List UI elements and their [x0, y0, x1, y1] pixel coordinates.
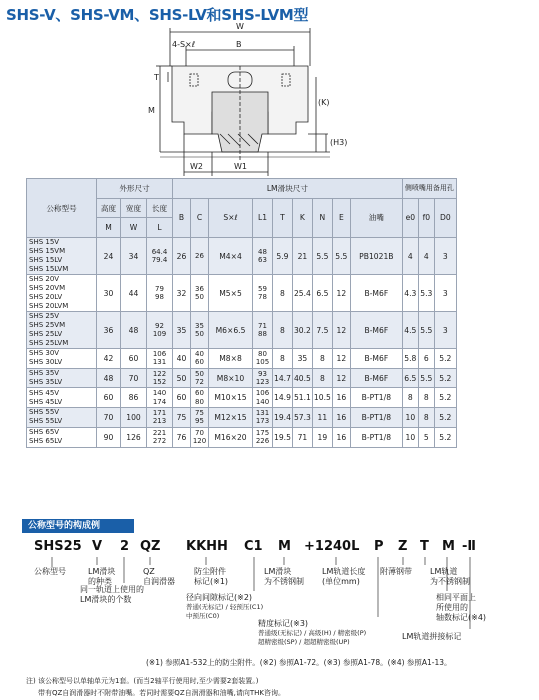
cell-k: 30.2 — [292, 312, 312, 349]
cell-w: 34 — [121, 238, 147, 275]
cell-m: 30 — [97, 275, 121, 312]
cell-model: SHS 55V SHS 55LV — [27, 408, 97, 428]
dim-s-l: 4-S×ℓ — [172, 40, 196, 49]
cell-e: 12 — [332, 275, 350, 312]
cell-b: 76 — [173, 427, 191, 447]
cell-t: 8 — [273, 349, 293, 369]
sym-d0: D0 — [434, 198, 456, 237]
cell-n: 8 — [312, 349, 332, 369]
label-dust-plate: 附薄钢带 — [380, 567, 412, 576]
cell-k: 51.1 — [292, 388, 312, 408]
cell-l1: 80 105 — [253, 349, 273, 369]
cell-d0: 5.2 — [434, 427, 456, 447]
label-clearance: 径向间隙标记(※2) — [186, 593, 253, 602]
cell-t: 19.5 — [273, 427, 293, 447]
cell-k: 57.3 — [292, 408, 312, 428]
cell-l: 106 131 — [147, 349, 173, 369]
cell-b: 40 — [173, 349, 191, 369]
cell-nipple: B-PT1/8 — [350, 388, 402, 408]
label-model: 公称型号 — [34, 567, 66, 576]
cell-m: 90 — [97, 427, 121, 447]
code-part-shs25: SHS25 — [34, 539, 82, 554]
sym-n: N — [312, 198, 332, 237]
page-title: SHS-V、SHS-VM、SHS-LV和SHS-LVM型 — [6, 6, 309, 24]
dim-t: T — [154, 73, 159, 82]
code-part-m2: M — [442, 539, 455, 554]
cell-m: 36 — [97, 312, 121, 349]
cell-n: 19 — [312, 427, 332, 447]
header-side: 侧喷嘴用备用孔 — [402, 179, 456, 199]
cell-w: 44 — [121, 275, 147, 312]
label-qz: QZ 自润滑器 — [143, 567, 175, 586]
cell-l1: 48 63 — [253, 238, 273, 275]
cell-s: M8×10 — [209, 368, 253, 388]
code-part-z: Z — [398, 539, 408, 554]
cell-l1: 71 88 — [253, 312, 273, 349]
cell-m: 48 — [97, 368, 121, 388]
cell-e0: 4.5 — [402, 312, 418, 349]
code-part-v: V — [92, 539, 103, 554]
cell-s: M6×6.5 — [209, 312, 253, 349]
cell-w: 86 — [121, 388, 147, 408]
cell-d0: 3 — [434, 238, 456, 275]
reference-notes: (※1) 参照A1-532上的防尘附件。(※2) 参照A1-72。(※3) 参照A1-78。(※4) 参照A1-13。 — [146, 658, 452, 667]
code-part-length: +1240L — [304, 539, 360, 554]
cell-b: 26 — [173, 238, 191, 275]
code-part-p: P — [374, 539, 384, 554]
cell-k: 40.5 — [292, 368, 312, 388]
cell-k: 25.4 — [292, 275, 312, 312]
cell-nipple: B-PT1/8 — [350, 408, 402, 428]
cell-f0: 5.5 — [418, 368, 434, 388]
dim-w: W — [236, 22, 244, 31]
dim-m: M — [148, 106, 155, 115]
cell-model: SHS 20V SHS 20VM SHS 20LV SHS 20LVM — [27, 275, 97, 312]
cell-l: 171 213 — [147, 408, 173, 428]
cell-l: 140 174 — [147, 388, 173, 408]
cell-b: 35 — [173, 312, 191, 349]
cell-t: 19.4 — [273, 408, 293, 428]
table-row — [27, 238, 457, 275]
label-clearance-detail: 普通(无标记) / 轻预压(C1) 中预压(C0) — [186, 603, 264, 620]
header-outer: 外形尺寸 — [97, 179, 173, 199]
label-rail-ss: LM轨道 为不锈钢制 — [430, 567, 470, 586]
cell-e0: 5.8 — [402, 349, 418, 369]
cell-e0: 10 — [402, 408, 418, 428]
cell-e0: 4.3 — [402, 275, 418, 312]
table-row — [27, 427, 457, 447]
cell-f0: 5.5 — [418, 312, 434, 349]
cell-n: 7.5 — [312, 312, 332, 349]
cell-d0: 5.2 — [434, 349, 456, 369]
sym-l1: L1 — [253, 198, 273, 237]
cell-t: 14.7 — [273, 368, 293, 388]
cell-n: 6.5 — [312, 275, 332, 312]
cell-c: 50 72 — [191, 368, 209, 388]
cell-n: 11 — [312, 408, 332, 428]
sym-w: W — [121, 218, 147, 238]
cell-l1: 106 140 — [253, 388, 273, 408]
cell-c: 35 50 — [191, 312, 209, 349]
cell-f0: 8 — [418, 408, 434, 428]
cell-t: 5.9 — [273, 238, 293, 275]
cell-w: 126 — [121, 427, 147, 447]
cell-l: 92 109 — [147, 312, 173, 349]
cell-b: 32 — [173, 275, 191, 312]
cell-c: 26 — [191, 238, 209, 275]
sym-l: L — [147, 218, 173, 238]
cell-nipple: B-M6F — [350, 312, 402, 349]
cell-l: 122 152 — [147, 368, 173, 388]
cell-d0: 5.2 — [434, 408, 456, 428]
cell-model: SHS 45V SHS 45LV — [27, 388, 97, 408]
cell-k: 71 — [292, 427, 312, 447]
code-part-m: M — [278, 539, 291, 554]
cell-c: 70 120 — [191, 427, 209, 447]
label-count: 同一轨道上使用的 LM滑块的个数 — [80, 585, 144, 604]
cell-e: 12 — [332, 368, 350, 388]
table-row — [27, 388, 457, 408]
cell-l: 221 272 — [147, 427, 173, 447]
sym-k: K — [292, 198, 312, 237]
cell-model: SHS 35V SHS 35LV — [27, 368, 97, 388]
cell-f0: 6 — [418, 349, 434, 369]
cell-s: M16×20 — [209, 427, 253, 447]
cell-l1: 59 78 — [253, 275, 273, 312]
code-part-qz: QZ — [140, 539, 161, 554]
cell-l: 64.4 79.4 — [147, 238, 173, 275]
table-row — [27, 368, 457, 388]
sym-t: T — [273, 198, 293, 237]
dim-w2: W2 — [190, 162, 203, 171]
cell-c: 60 80 — [191, 388, 209, 408]
label-block-type: LM滑块 的种类 — [88, 567, 116, 586]
footnote-1: 注) 该公称型号以单轴单元为1套。(而当2轴平行使用时,至少需要2套装置。) — [26, 677, 259, 685]
label-accuracy-detail: 普通级(无标记) / 高级(H) / 精密级(P) 超精密级(SP) / 超超精密级(UP) — [258, 629, 367, 646]
cell-c: 36 50 — [191, 275, 209, 312]
cell-d0: 5.2 — [434, 368, 456, 388]
cell-model: SHS 25V SHS 25VM SHS 25LV SHS 25LVM — [27, 312, 97, 349]
header-block: LM滑块尺寸 — [173, 179, 403, 199]
cell-l1: 175 226 — [253, 427, 273, 447]
label-accuracy: 精度标记(※3) — [258, 619, 309, 628]
cell-f0: 4 — [418, 238, 434, 275]
code-part-kkhh: KKHH — [186, 539, 228, 554]
sym-f0: f0 — [418, 198, 434, 237]
sym-m: M — [97, 218, 121, 238]
cell-d0: 5.2 — [434, 388, 456, 408]
cell-s: M4×4 — [209, 238, 253, 275]
cell-l1: 131 173 — [253, 408, 273, 428]
cell-c: 40 60 — [191, 349, 209, 369]
cell-t: 8 — [273, 312, 293, 349]
code-section-title: 公称型号的构成例 — [22, 519, 134, 533]
cell-nipple: B-PT1/8 — [350, 427, 402, 447]
header-width: 宽度 — [121, 198, 147, 218]
dim-b: B — [236, 40, 242, 49]
cell-e: 16 — [332, 427, 350, 447]
code-part-joint: -Ⅱ — [462, 539, 476, 554]
cell-t: 14.9 — [273, 388, 293, 408]
sym-s: S×ℓ — [209, 198, 253, 237]
dim-h3: (H3) — [330, 138, 348, 147]
cell-n: 5.5 — [312, 238, 332, 275]
cell-d0: 3 — [434, 312, 456, 349]
table-row — [27, 349, 457, 369]
sym-b: B — [173, 198, 191, 237]
cell-w: 70 — [121, 368, 147, 388]
label-axis: 相同平面上 所使用的 轴数标记(※4) — [436, 593, 487, 622]
cell-nipple: PB1021B — [350, 238, 402, 275]
sym-e: E — [332, 198, 350, 237]
cell-m: 70 — [97, 408, 121, 428]
cell-s: M5×5 — [209, 275, 253, 312]
cell-l1: 93 123 — [253, 368, 273, 388]
cell-e: 5.5 — [332, 238, 350, 275]
cell-f0: 5 — [418, 427, 434, 447]
cell-m: 42 — [97, 349, 121, 369]
header-height: 高度 — [97, 198, 121, 218]
cell-f0: 5.3 — [418, 275, 434, 312]
cross-section-drawing — [150, 22, 390, 187]
cell-s: M8×8 — [209, 349, 253, 369]
header-length: 长度 — [147, 198, 173, 218]
cell-n: 10.5 — [312, 388, 332, 408]
cell-nipple: B-M6F — [350, 368, 402, 388]
cell-w: 48 — [121, 312, 147, 349]
cell-s: M12×15 — [209, 408, 253, 428]
cell-w: 100 — [121, 408, 147, 428]
cell-e0: 4 — [402, 238, 418, 275]
label-block-ss: LM滑块 为不锈钢制 — [264, 567, 304, 586]
cell-w: 60 — [121, 349, 147, 369]
cell-e0: 10 — [402, 427, 418, 447]
cell-d0: 3 — [434, 275, 456, 312]
cell-m: 24 — [97, 238, 121, 275]
cell-b: 60 — [173, 388, 191, 408]
table-row — [27, 312, 457, 349]
code-part-c1: C1 — [244, 539, 263, 554]
header-nipple: 油嘴 — [350, 198, 402, 237]
code-part-count: 2 — [120, 539, 130, 554]
cell-b: 50 — [173, 368, 191, 388]
sym-e0: e0 — [402, 198, 418, 237]
cell-model: SHS 65V SHS 65LV — [27, 427, 97, 447]
cell-s: M10×15 — [209, 388, 253, 408]
cell-e0: 8 — [402, 388, 418, 408]
cell-t: 8 — [273, 275, 293, 312]
cell-f0: 8 — [418, 388, 434, 408]
table-row — [27, 408, 457, 428]
cell-e: 16 — [332, 408, 350, 428]
cell-b: 75 — [173, 408, 191, 428]
cell-k: 35 — [292, 349, 312, 369]
footnote-2: 带有QZ自润滑器时不附带油嘴。若同时需要QZ自润滑器和油嘴,请向THK咨询。 — [38, 689, 285, 697]
table-row — [27, 275, 457, 312]
label-rail-length: LM轨道长度 (单位mm) — [322, 567, 366, 586]
cell-nipple: B-M6F — [350, 275, 402, 312]
label-joint: LM轨道拼接标记 — [402, 632, 462, 641]
cell-e: 16 — [332, 388, 350, 408]
code-part-t: T — [420, 539, 429, 554]
cell-model: SHS 15V SHS 15VM SHS 15LV SHS 15LVM — [27, 238, 97, 275]
cell-model: SHS 30V SHS 30LV — [27, 349, 97, 369]
cell-c: 75 95 — [191, 408, 209, 428]
spec-body — [27, 238, 457, 447]
cell-e: 12 — [332, 312, 350, 349]
cell-e: 12 — [332, 349, 350, 369]
spec-table — [26, 178, 457, 448]
dim-k: (K) — [318, 98, 330, 107]
cell-m: 60 — [97, 388, 121, 408]
sym-c: C — [191, 198, 209, 237]
label-seal: 防尘附件 标记(※1) — [194, 567, 229, 586]
cell-e0: 6.5 — [402, 368, 418, 388]
cell-n: 8 — [312, 368, 332, 388]
cell-nipple: B-M6F — [350, 349, 402, 369]
cell-k: 21 — [292, 238, 312, 275]
header-model: 公称型号 — [27, 179, 97, 238]
cell-l: 79 98 — [147, 275, 173, 312]
dim-w1: W1 — [234, 162, 247, 171]
